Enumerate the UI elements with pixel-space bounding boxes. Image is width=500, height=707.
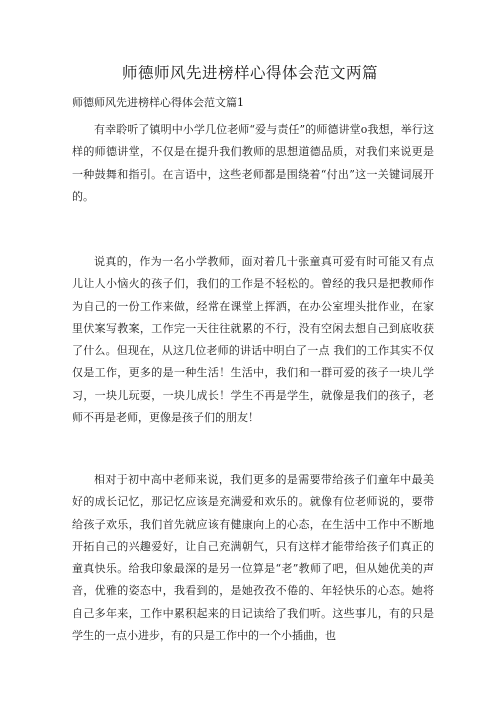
section-title: 师德师风先进榜样心得体会范文篇1 [72, 96, 244, 109]
paragraph-3: 相对于初中高中老师来说，我们更多的是需要带给孩子们童年中最美好的成长记忆，那记忆应该是充满爱和欢乐的。就像有位老师说的，要带给孩子欢乐，我们首先就应该有健康向上的心态，在生活中工作中不断地开拓自己的兴趣爱好，让自己充满朝气，只有这样才能带给孩子们真正的童真快乐。给我印象最深的是另一位算是“老”教师了吧，但从她优美的声音，优雅的姿态中，我看到的，是她孜孜不倦的、年轻快乐的心态。她将自己多年来，工作中累积起来的日记读给了我们听。这些事儿，有的只是学生的一点小进步，有的只是工作中的一个小插曲，也 [72, 473, 434, 643]
paragraph-1: 有幸聆听了镇明中小学几位老师“爱与责任”的师德讲堂o我想，举行这样的师德讲堂，不仅是在提升我们教师的思想道德品质，对我们来说更是一种鼓舞和指引。在言语中，这些老师都是围绕着“付出”这一关键词展开的。 [72, 123, 434, 203]
document-title: 师德师风先进榜样心得体会范文两篇 [121, 64, 378, 82]
paragraph-2: 说真的，作为一名小学教师，面对着几十张童真可爱有时可能又有点儿让人小恼火的孩子们，我们的工作是不轻松的。曾经的我只是把教师作为自己的一份工作来做，经常在课堂上挥洒，在办公室埋头批作业，在家里伏案写教案，工作完一天往往就累的不行，没有空闲去想自己到底收获了什么。但现在，从这几位老师的讲话中明白了一点 我们的工作其实不仅仅是工作，更多的是一种生活！生活中，我们和一群可爱的孩子一块儿学习，一块儿玩耍，一块儿成长！学生不再是学生，就像是我们的孩子，老师不再是老师，更像是孩子们的朋友！ [72, 255, 434, 425]
